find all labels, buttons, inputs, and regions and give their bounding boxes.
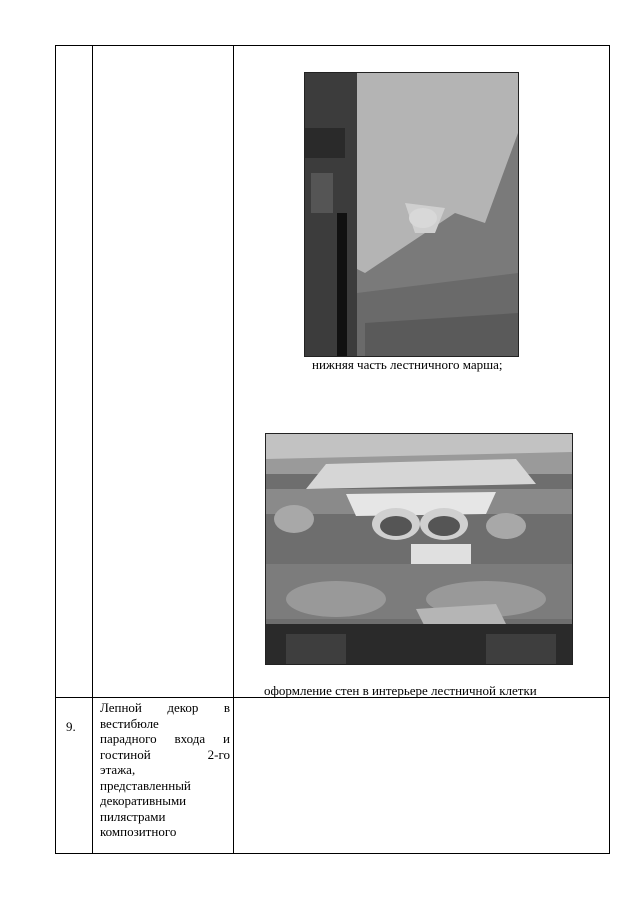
desc-line-8: пилястрами [100,808,166,824]
desc-word: входа [174,731,206,746]
stairwell-walls-photo-caption: оформление стен в интерьере лестничной клетки [264,683,537,698]
column-divider-1 [92,45,93,854]
stairwell-walls-photo [265,433,573,665]
desc-line-9: композитного [100,824,177,839]
desc-line-7: декоративными [100,793,187,808]
desc-word: декор [167,700,199,715]
table-border-right [609,45,610,854]
desc-line-2: вестибюле [100,715,159,731]
desc-word: и [223,731,230,746]
table-border-top [55,45,610,46]
desc-line-4 [100,747,230,763]
table-border-left [55,45,56,854]
desc-word: Лепной [100,700,142,715]
row-number: 9. [66,719,76,734]
column-divider-2 [233,45,234,854]
desc-word: в [223,700,230,715]
desc-line-5: этажа, [100,762,136,777]
desc-line-3 [100,731,230,747]
desc-word: 2-го [207,746,230,762]
desc-line-6: представленный [100,777,191,793]
staircase-photo-caption: нижняя часть лестничного марша; [312,357,503,372]
staircase-photo [304,72,519,357]
table-border-bottom [55,853,610,854]
desc-line-1 [100,700,230,716]
row-description [100,700,230,840]
desc-word: парадного [100,731,157,746]
desc-word: гостиной [100,746,151,762]
